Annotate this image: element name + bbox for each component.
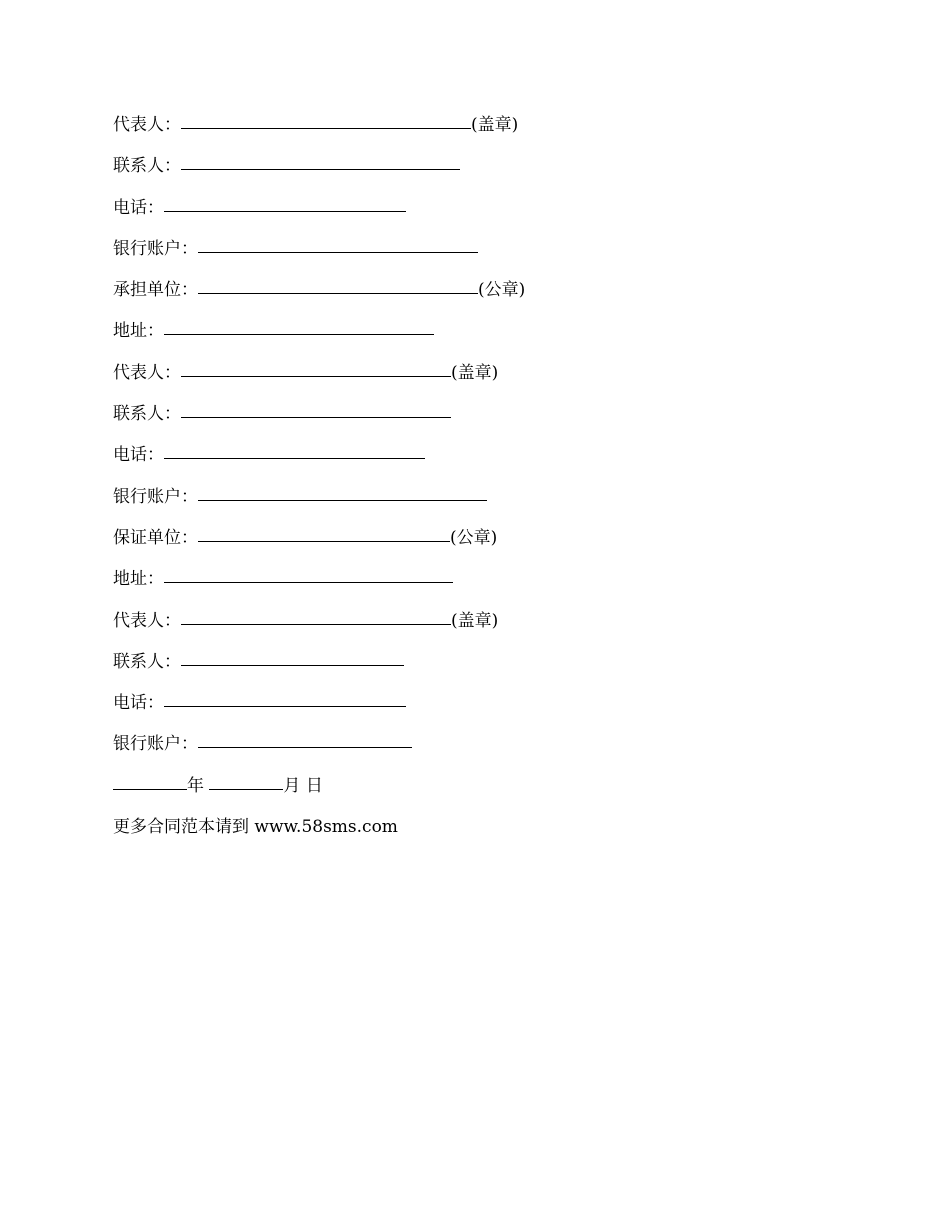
seal-note: (盖章) [471, 115, 519, 135]
blank-line [164, 457, 425, 459]
line-address [113, 314, 833, 355]
blank-line [164, 333, 434, 335]
seal-note: (盖章) [451, 362, 499, 383]
line-representative [113, 604, 833, 645]
field-label: 地址： [113, 321, 164, 342]
date-line [113, 769, 833, 810]
line-phone [113, 438, 833, 479]
field-label: 联系人： [113, 156, 181, 177]
year-blank [113, 788, 187, 790]
signature-block [113, 108, 833, 851]
blank-line [198, 251, 478, 253]
field-label: 电话： [113, 197, 164, 218]
field-label: 电话： [113, 445, 164, 466]
field-label: 保证单位： [113, 527, 198, 548]
blank-line [181, 416, 451, 418]
month-label: 月 [283, 775, 301, 796]
seal-note: (盖章) [451, 610, 499, 631]
field-label: 代表人： [113, 610, 181, 631]
field-label: 地址： [113, 569, 164, 590]
footer-note [113, 810, 833, 851]
line-representative [113, 356, 833, 397]
line-contact [113, 645, 833, 686]
blank-line [164, 705, 406, 707]
day-label: 日 [305, 775, 323, 796]
field-label: 银行账户： [113, 238, 198, 259]
line-contact [113, 397, 833, 438]
blank-line [198, 292, 478, 294]
seal-note: (公章) [478, 280, 526, 301]
footer-text: 更多合同范本请到 www.58sms.com [113, 817, 398, 838]
line-bank-account [113, 480, 833, 521]
field-label: 电话： [113, 693, 164, 714]
blank-line [181, 168, 460, 170]
field-label: 银行账户： [113, 734, 198, 755]
field-label: 联系人： [113, 651, 181, 672]
blank-line [181, 375, 451, 377]
field-label: 代表人： [113, 115, 181, 135]
line-representative [113, 108, 833, 149]
blank-line [181, 127, 471, 129]
field-label: 承担单位： [113, 280, 198, 301]
seal-note: (公章) [450, 527, 498, 548]
line-bank-account [113, 232, 833, 273]
line-phone [113, 191, 833, 232]
line-address [113, 562, 833, 603]
line-guarantee-unit [113, 521, 833, 562]
line-undertaking-unit [113, 273, 833, 314]
line-bank-account [113, 727, 833, 768]
blank-line [181, 623, 451, 625]
field-label: 联系人： [113, 404, 181, 425]
line-contact [113, 149, 833, 190]
field-label: 银行账户： [113, 486, 198, 507]
blank-line [198, 499, 487, 501]
blank-line [181, 664, 404, 666]
field-label: 代表人： [113, 362, 181, 383]
blank-line [198, 540, 450, 542]
line-phone [113, 686, 833, 727]
month-blank [209, 788, 283, 790]
blank-line [198, 746, 412, 748]
blank-line [164, 581, 453, 583]
year-label: 年 [187, 775, 204, 796]
blank-line [164, 210, 406, 212]
